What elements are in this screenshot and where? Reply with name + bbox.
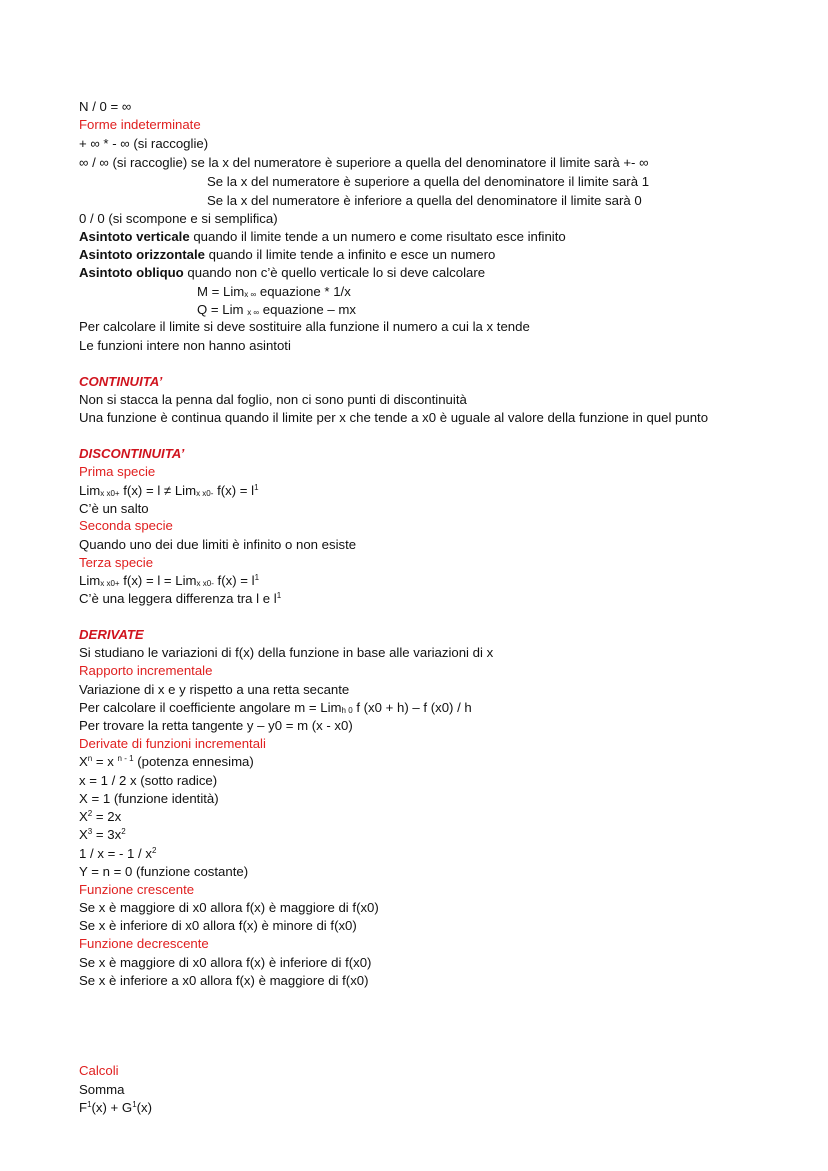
rule-part: (potenza ennesima) — [133, 754, 254, 769]
rule-sqrt: x = 1 / 2 x (sotto radice) — [79, 773, 218, 788]
first-kind-text: C’è un salto — [79, 501, 149, 516]
incremental-ratio-text: Variazione di x e y rispetto a una retta secante — [79, 682, 350, 697]
rule-constant: Y = n = 0 (funzione costante) — [79, 864, 249, 879]
m-formula — [197, 283, 351, 301]
first-kind-formula — [79, 482, 259, 500]
formula-sup: 1 — [254, 573, 260, 582]
oblique-asymptote-text: quando non c’è quello verticale lo si deve calcolare — [183, 265, 486, 280]
slope-formula — [79, 699, 472, 717]
formula-part: f(x) = l — [213, 573, 255, 588]
slope-prefix: Per calcolare il coefficiente angolare m = Lim — [79, 700, 342, 715]
substitute-rule: Per calcolare il limite si deve sostituire alla funzione il numero a cui la x tende — [79, 319, 530, 334]
slope-suffix: f (x0 + h) – f (x0) / h — [352, 700, 472, 715]
rule-reciprocal — [79, 845, 156, 863]
formula-sub: x x0+ — [100, 579, 120, 588]
rule-part: = 2x — [92, 809, 122, 824]
vertical-asymptote-text: quando il limite tende a un numero e come risultato esce infinito — [189, 229, 566, 244]
rule-part: = 3x — [92, 827, 122, 842]
continuity-heading: CONTINUITA’ — [79, 374, 163, 389]
incremental-ratio-heading: Rapporto incrementale — [79, 663, 213, 678]
entire-functions-rule: Le funzioni intere non hanno asintoti — [79, 338, 291, 353]
sum-formula — [79, 1099, 152, 1117]
second-kind-text: Quando uno dei due limiti è infinito o non esiste — [79, 537, 357, 552]
derivatives-intro: Si studiano le variazioni di f(x) della funzione in base alle variazioni di x — [79, 645, 494, 660]
increasing-function-heading: Funzione crescente — [79, 882, 195, 897]
oblique-asymptote-label: Asintoto obliquo — [79, 265, 184, 280]
increasing-line-1: Se x è maggiore di x0 allora f(x) è maggiore di f(x0) — [79, 900, 379, 915]
continuity-line-2: Una funzione è continua quando il limite per x che tende a x0 è uguale al valore della funzione in quel punto — [79, 410, 709, 425]
formula-sup: 1 — [254, 483, 259, 492]
slope-sub: h 0 — [341, 706, 353, 715]
formula-sub: x x0+ — [100, 489, 120, 498]
rule-part: 1 / x = - 1 / x — [79, 846, 152, 861]
m-formula-suffix: equazione * 1/x — [256, 284, 351, 299]
rule-part: X — [79, 809, 88, 824]
formula-part: Lim — [79, 573, 101, 588]
third-kind-text — [79, 590, 281, 608]
rule-part: = x — [92, 754, 118, 769]
third-kind-text-sup: 1 — [276, 591, 282, 600]
third-kind-formula — [79, 572, 259, 590]
vertical-asymptote-label: Asintoto verticale — [79, 229, 190, 244]
m-formula-sub: x ∞ — [244, 290, 257, 299]
horizontal-asymptote-label: Asintoto orizzontale — [79, 247, 206, 262]
third-kind-text-main: C’è una leggera differenza tra l e l — [79, 591, 277, 606]
inf-times-inf-rule: + ∞ * - ∞ (si raccoglie) — [79, 136, 209, 151]
rule-sup: n — [87, 754, 93, 763]
third-kind-heading: Terza specie — [79, 555, 154, 570]
rule-sup: 2 — [87, 809, 93, 818]
inf-over-inf-subcase-2: Se la x del numeratore è inferiore a quella del denominatore il limite sarà 0 — [207, 193, 642, 208]
derivative-rules-heading: Derivate di funzioni incrementali — [79, 736, 266, 751]
zero-over-zero-rule: 0 / 0 (si scompone e si semplifica) — [79, 211, 278, 226]
first-kind-heading: Prima specie — [79, 464, 156, 479]
q-formula — [197, 301, 356, 319]
formula-part: f(x) = l — [213, 483, 255, 498]
horizontal-asymptote-line — [79, 246, 495, 264]
rule-part: X — [79, 754, 88, 769]
rule-part: X — [79, 827, 88, 842]
decreasing-line-2: Se x è inferiore a x0 allora f(x) è maggiore di f(x0) — [79, 973, 369, 988]
formula-part: f(x) = l ≠ Lim — [119, 483, 197, 498]
second-kind-heading: Seconda specie — [79, 518, 173, 533]
formula-sub: x x0- — [196, 489, 214, 498]
vertical-asymptote-line — [79, 228, 566, 246]
tangent-formula: Per trovare la retta tangente y – y0 = m (x - x0) — [79, 718, 353, 733]
rule-power — [79, 753, 254, 771]
formula-part: f(x) = l = Lim — [119, 573, 197, 588]
m-formula-prefix: M = Lim — [197, 284, 245, 299]
formula-sub: x x0- — [196, 579, 214, 588]
formula-part: Lim — [79, 483, 101, 498]
q-formula-sub: x ∞ — [247, 308, 260, 317]
derivatives-heading: DERIVATE — [79, 627, 144, 642]
inf-over-inf-rule: ∞ / ∞ (si raccoglie) se la x del numeratore è superiore a quella del denominatore il limite sarà +- ∞ — [79, 155, 649, 170]
calculations-heading: Calcoli — [79, 1063, 119, 1078]
q-formula-prefix: Q = Lim — [197, 302, 248, 317]
sum-part: F — [79, 1100, 88, 1115]
n-over-zero-rule: N / 0 = ∞ — [79, 99, 132, 114]
indeterminate-forms-heading: Forme indeterminate — [79, 117, 201, 132]
rule-cube — [79, 826, 126, 844]
inf-over-inf-subcase-1: Se la x del numeratore è superiore a quella del denominatore il limite sarà 1 — [207, 174, 650, 189]
rule-sup: 3 — [87, 827, 93, 836]
decreasing-line-1: Se x è maggiore di x0 allora f(x) è inferiore di f(x0) — [79, 955, 372, 970]
horizontal-asymptote-text: quando il limite tende a infinito e esce un numero — [205, 247, 496, 262]
rule-sup: 2 — [121, 827, 126, 836]
sum-label: Somma — [79, 1082, 125, 1097]
sum-sup: 1 — [87, 1100, 92, 1109]
sum-part: (x) + G — [91, 1100, 133, 1115]
sum-part: (x) — [136, 1100, 153, 1115]
sum-sup: 1 — [132, 1100, 137, 1109]
oblique-asymptote-line — [79, 264, 485, 282]
rule-square — [79, 808, 121, 826]
increasing-line-2: Se x è inferiore di x0 allora f(x) è minore di f(x0) — [79, 918, 357, 933]
decreasing-function-heading: Funzione decrescente — [79, 936, 209, 951]
rule-sup: 2 — [151, 846, 157, 855]
discontinuity-heading: DISCONTINUITA’ — [79, 446, 185, 461]
q-formula-suffix: equazione – mx — [259, 302, 356, 317]
rule-sup: n - 1 — [117, 754, 134, 763]
continuity-line-1: Non si stacca la penna dal foglio, non ci sono punti di discontinuità — [79, 392, 467, 407]
rule-identity: X = 1 (funzione identità) — [79, 791, 219, 806]
